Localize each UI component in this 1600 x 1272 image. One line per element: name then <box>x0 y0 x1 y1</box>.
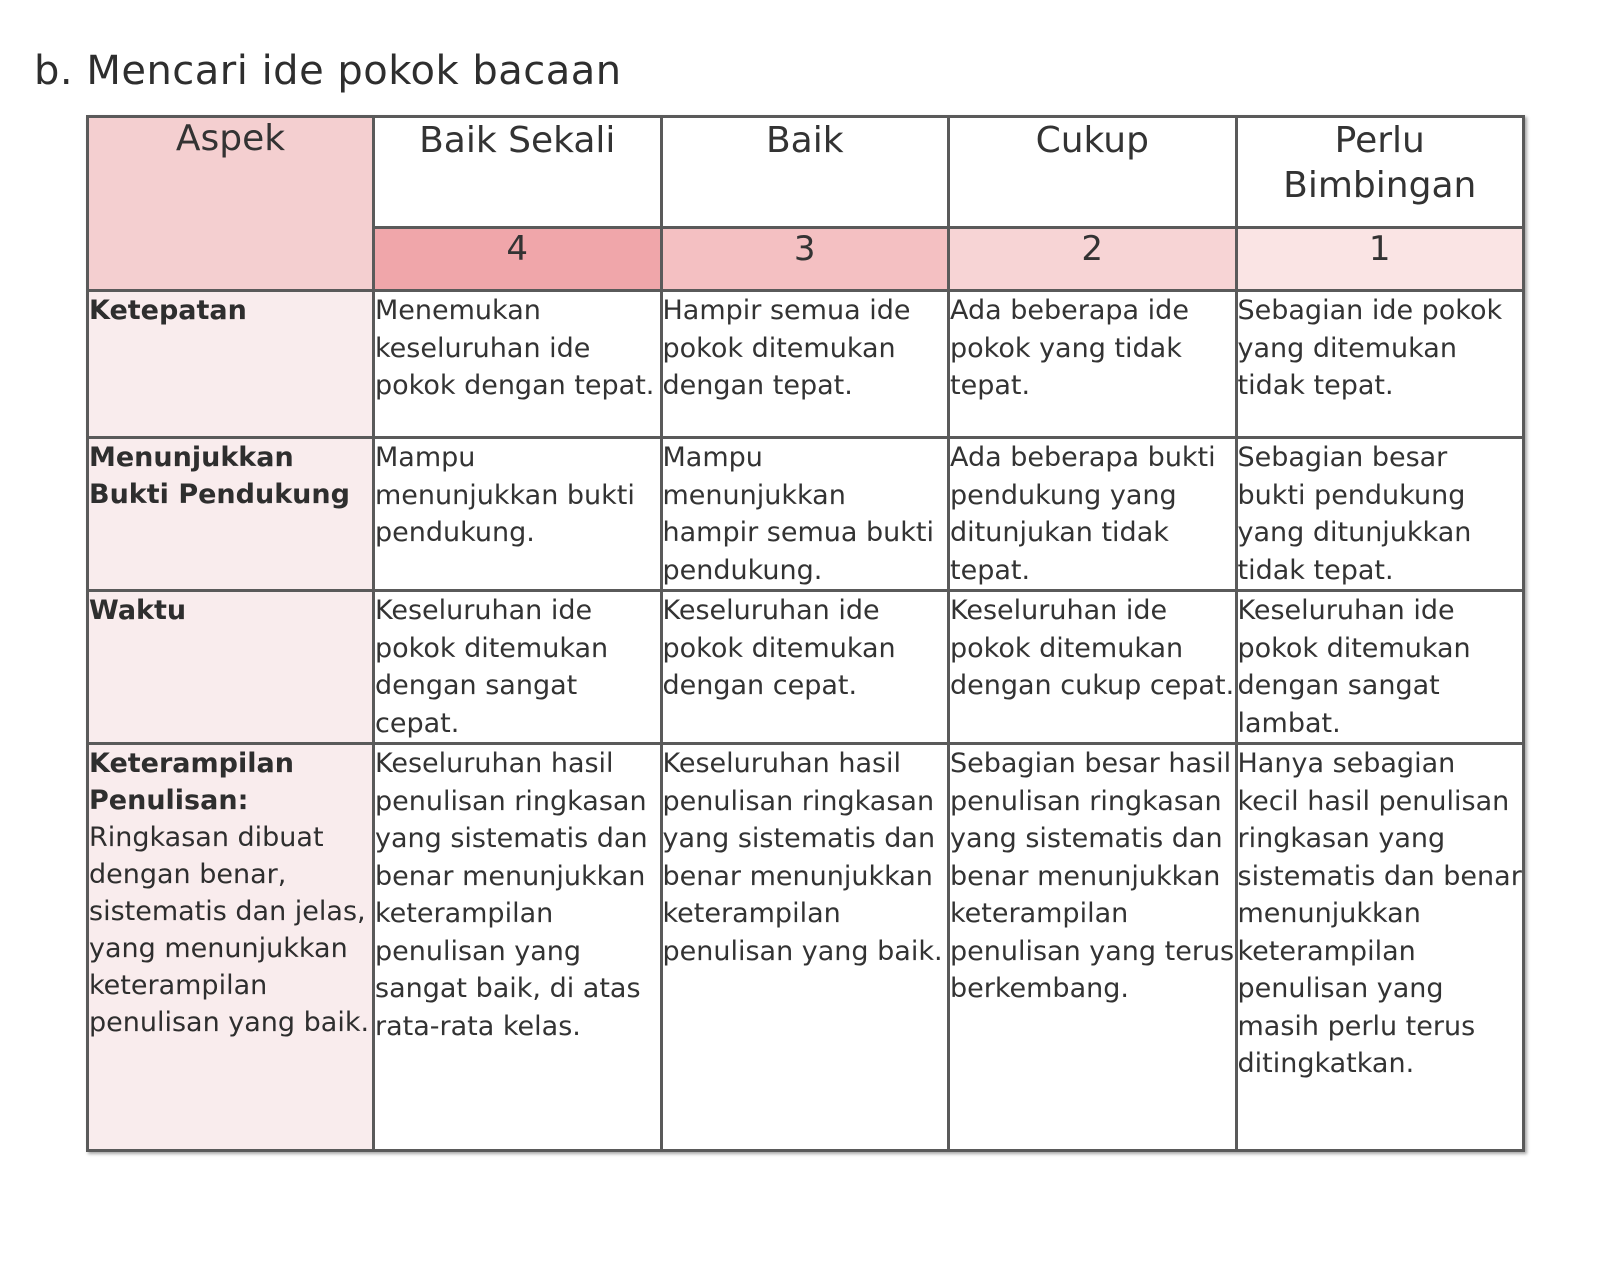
level-header-perlu-bimbingan: Perlu Bimbingan <box>1236 117 1524 228</box>
criteria-cell: Mampu menunjukkan bukti pendukung. <box>374 438 662 591</box>
table-row <box>88 591 1524 744</box>
aspect-note: Ringkasan dibuat dengan benar, sistematis dan jelas, yang menunjukkan keterampilan penulisan yang baik. <box>89 822 370 1038</box>
assessment-rubric-table <box>86 115 1525 1152</box>
level-header-baik: Baik <box>661 117 949 228</box>
level-header-cukup: Cukup <box>949 117 1237 228</box>
aspect-cell <box>88 591 374 744</box>
level-header-baik-sekali: Baik Sekali <box>374 117 662 228</box>
aspect-cell <box>88 744 374 1151</box>
score-4: 4 <box>374 228 662 291</box>
criteria-cell: Sebagian ide pokok yang ditemukan tidak tepat. <box>1236 291 1524 438</box>
aspect-label: Ketepatan <box>89 295 247 326</box>
criteria-cell: Sebagian besar bukti pendukung yang ditunjukkan tidak tepat. <box>1236 438 1524 591</box>
table-row <box>88 438 1524 591</box>
criteria-cell: Ada beberapa ide pokok yang tidak tepat. <box>949 291 1237 438</box>
criteria-cell: Hampir semua ide pokok ditemukan dengan tepat. <box>661 291 949 438</box>
criteria-cell: Mampu menunjukkan hampir semua bukti pendukung. <box>661 438 949 591</box>
section-heading: b. Mencari ide pokok bacaan <box>34 48 622 94</box>
criteria-cell: Menemukan keseluruhan ide pokok dengan tepat. <box>374 291 662 438</box>
score-3: 3 <box>661 228 949 291</box>
criteria-cell: Keseluruhan ide pokok ditemukan dengan cukup cepat. <box>949 591 1237 744</box>
criteria-cell: Sebagian besar hasil penulisan ringkasan yang sistematis dan benar menunjukkan keterampilan penulisan yang terus berkembang. <box>949 744 1237 1151</box>
level-header-row <box>88 117 1524 228</box>
criteria-cell: Keseluruhan ide pokok ditemukan dengan cepat. <box>661 591 949 744</box>
table-row <box>88 291 1524 438</box>
criteria-cell: Keseluruhan hasil penulisan ringkasan yang sistematis dan benar menunjukkan keterampilan penulisan yang sangat baik, di atas rata-rata kelas. <box>374 744 662 1151</box>
criteria-cell: Keseluruhan ide pokok ditemukan dengan sangat lambat. <box>1236 591 1524 744</box>
aspect-label: Keterampilan Penulisan: <box>89 748 294 816</box>
aspect-label: Waktu <box>89 595 187 626</box>
aspect-cell <box>88 291 374 438</box>
criteria-cell: Keseluruhan ide pokok ditemukan dengan sangat cepat. <box>374 591 662 744</box>
table-row <box>88 744 1524 1151</box>
score-1: 1 <box>1236 228 1524 291</box>
aspect-label: Menunjukkan Bukti Pendukung <box>89 442 350 510</box>
score-2: 2 <box>949 228 1237 291</box>
criteria-cell: Hanya sebagian kecil hasil penulisan ringkasan yang sistematis dan benar menunjukkan keterampilan penulisan yang masih perlu terus ditingkatkan. <box>1236 744 1524 1151</box>
aspect-column-header: Aspek <box>88 117 374 291</box>
criteria-cell: Keseluruhan hasil penulisan ringkasan yang sistematis dan benar menunjukkan keterampilan penulisan yang baik. <box>661 744 949 1151</box>
aspect-cell <box>88 438 374 591</box>
criteria-cell: Ada beberapa bukti pendukung yang ditunjukan tidak tepat. <box>949 438 1237 591</box>
